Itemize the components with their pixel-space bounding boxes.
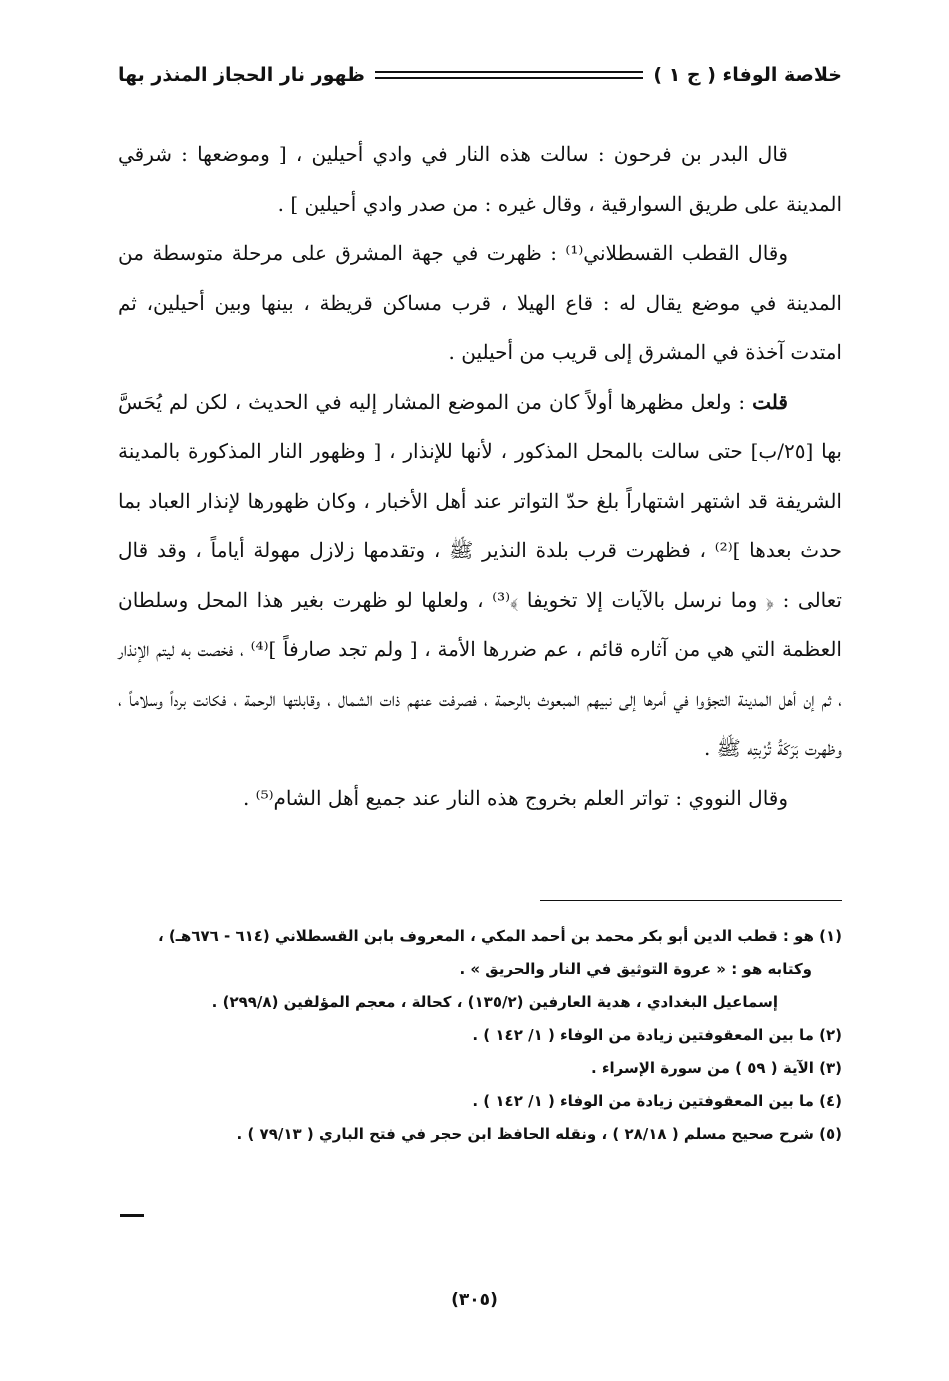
header-book-title: خلاصة الوفاء ( ج ١ ) [653, 64, 842, 86]
footnote-2: (٢) ما بين المعقوفتين زيادة من الوفاء ( ١/ ١٤٢ ) . [472, 1026, 842, 1044]
footnotes [118, 920, 842, 1151]
page-number: (٣٠٥) [451, 1290, 498, 1310]
footnote-4: (٤) ما بين المعقوفتين زيادة من الوفاء ( ١/ ١٤٢ ) . [472, 1092, 842, 1110]
running-header [118, 58, 842, 92]
footnote-3: (٣) الآية ( ٥٩ ) من سورة الإسراء . [590, 1059, 842, 1077]
main-text [118, 130, 842, 823]
footnote-1-sources: إسماعيل البغدادي ، هدية العارفين (١٣٥/٢) ، كحالة ، معجم المؤلفين (٢٩٩/٨) . [211, 993, 778, 1011]
end-of-footnotes-mark [120, 1214, 144, 1217]
footnote-5: (٥) شرح صحيح مسلم ( ٢٨/١٨ ) ، ونقله الحافظ ابن حجر في فتح الباري ( ٧٩/١٣ ) . [236, 1125, 842, 1143]
header-double-rule [375, 71, 643, 79]
header-chapter-title: ظهور نار الحجاز المنذر بها [118, 64, 365, 86]
paragraph-2: وقال القطب القسطلاني⁽¹⁾ : ظهرت في جهة المشرق على مرحلة متوسطة من المدينة في موضع يقال له : قاع الهيلا ، قرب مساكن قريظة ، بينها وبين أحيلين، ثم امتدت آخذة في المشرق إلى قريب من أحيلين . [118, 241, 842, 364]
footnote-separator [540, 900, 842, 901]
paragraph-3-text: : ولعل مظهرها أولاً كان من الموضع المشار إليه في الحديث ، لكن لم يُحَسَّ بها [٢٥/ب] حتى سالت بالمحل المذكور ، لأنها للإنذار ، [ وظهور النار المذكورة بالمدينة الشريفة قد اشتهر اشتهاراً بلغ حدّ التواتر عند أهل الأخبار ، وكان ظهورها لإنذار العباد بما حدث بعدها ]⁽²⁾ ، فظهرت قرب بلدة النذير ﷺ ، وتقدمها زلازل مهولة أياماً ، وقد قال تعالى : ﴿ وما نرسل بالآيات إلا تخويفا ﴾⁽³⁾ ، ولعلها لو ظهرت بغير هذا المحل وسلطان العظمة التي هي من آثاره قائم ، عم ضررها الأمة ، [ ولم تجد صارفاً ]⁽⁴⁾ ، فخصت به ليتم الإنذار ، ثم إن أهل المدينة التجؤوا في أمرها إلى نبيهم المبعوث بالرحمة ، فصرفت عنهم ذات الشمال ، وقابلتها الرحمة ، فكانت برداً وسلاماً ، وظهرت بَرَكَةُ تُرْبتِه ﷺ . [118, 389, 842, 760]
paragraph-4: وقال النووي : تواتر العلم بخروج هذه النار عند جميع أهل الشام⁽⁵⁾ . [242, 785, 788, 810]
footnote-1-continuation: وكتابه هو : « عروة التوثيق في النار والحريق » . [459, 960, 812, 978]
paragraph-1: قال البدر بن فرحون : سالت هذه النار في وادي أحيلين ، [ وموضعها : شرقي المدينة على طريق السوارقية ، وقال غيره : من صدر وادي أحيلين ] . [118, 142, 842, 216]
qult-label: قلت [752, 389, 788, 414]
footnote-1: (١) هو : قطب الدين أبو بكر محمد بن أحمد المكي ، المعروف بابن القسطلاني (٦١٤ - ٦٧٦هـ) ، [158, 927, 842, 945]
paragraph-3 [118, 378, 842, 774]
